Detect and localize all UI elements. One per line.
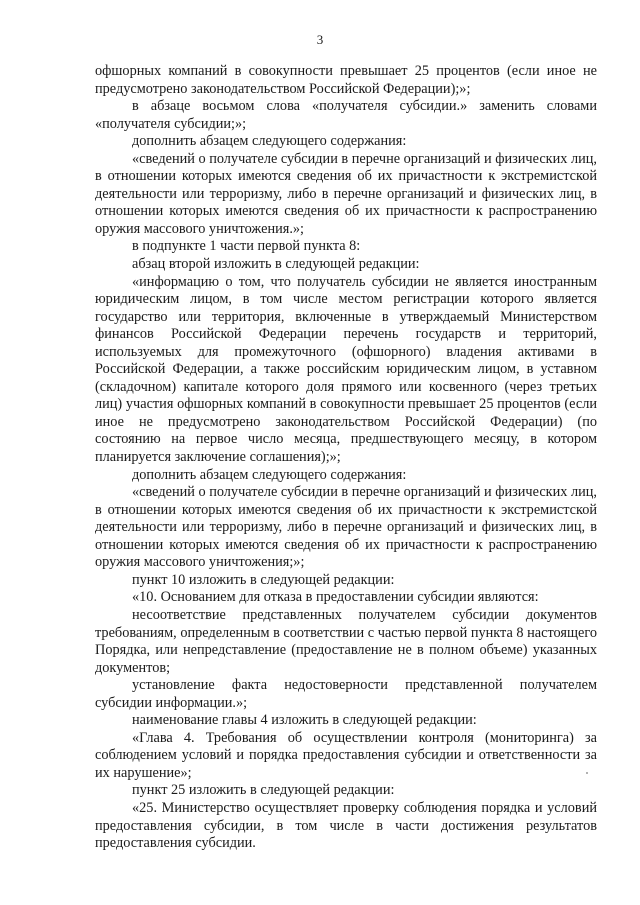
paragraph: «сведений о получателе субсидии в перечне организаций и физических лиц, в отношении которых имеются сведения об их причастности к экстремистской деятельности или терроризму, либо в перечне организаций и физических лиц, в отношении которых имеются сведения об их причастности к распространению оружия массового уничтожения;»; — [95, 484, 597, 571]
scan-speck — [586, 772, 588, 774]
paragraph: пункт 10 изложить в следующей редакции: — [132, 571, 395, 588]
paragraph: несоответствие представленных получателем субсидии документов требованиям, определенным в соответствии с частью первой пункта 8 настоящего Порядка, или непредставление (предоставление не в полном объеме) указанных документов; — [95, 606, 597, 676]
page-number: 3 — [316, 32, 324, 47]
paragraph: в подпункте 1 части первой пункта 8: — [132, 238, 361, 255]
paragraph: дополнить абзацем следующего содержания: — [132, 466, 407, 483]
paragraph: «Глава 4. Требования об осуществлении контроля (мониторинга) за соблюдением условий и порядка предоставления субсидии и ответственности за их нарушение»; — [95, 729, 597, 781]
document-body — [95, 63, 597, 853]
paragraph: наименование главы 4 изложить в следующей редакции: — [132, 712, 477, 729]
paragraph: абзац второй изложить в следующей редакции: — [132, 256, 420, 273]
paragraph: «10. Основанием для отказа в предоставлении субсидии являются: — [132, 589, 539, 606]
paragraph: пункт 25 изложить в следующей редакции: — [132, 782, 395, 799]
paragraph: «сведений о получателе субсидии в перечне организаций и физических лиц, в отношении которых имеются сведения об их причастности к экстремистской деятельности или терроризму, либо в перечне организаций и физических лиц, в отношении которых имеются сведения об их причастности к распространению оружия массового уничтожения.»; — [95, 150, 597, 237]
paragraph: в абзаце восьмом слова «получателя субсидии.» заменить словами «получателя субсидии;»; — [95, 98, 597, 132]
paragraph: офшорных компаний в совокупности превышает 25 процентов (если иное не предусмотрено законодательством Российской Федерации);»; — [95, 63, 597, 97]
paragraph: «информацию о том, что получатель субсидии не является иностранным юридическим лицом, в том числе местом регистрации которого является государство или территория, включенные в утверждаемый Министерством финансов Российской Федерации перечень государств и территорий, используемых для промежуточного (офшорного) владения активами в Российской Федерации, а также российским юридическим лицом, в уставном (складочном) капитале которого доля прямого или косвенного (через третьих лиц) участия офшорных компаний в совокупности превышает 25 процентов (если иное не предусмотрено законодательством Российской Федерации) (по состоянию на первое число месяца, предшествующего месяцу, в котором планируется заключение соглашения);»; — [95, 273, 597, 466]
paragraph: «25. Министерство осуществляет проверку соблюдения порядка и условий предоставления субсидии, в том числе в части достижения результатов предоставления субсидии. — [95, 799, 597, 852]
paragraph: установление факта недостоверности представленной получателем субсидии информации.»; — [95, 677, 597, 711]
paragraph: дополнить абзацем следующего содержания: — [132, 133, 407, 150]
